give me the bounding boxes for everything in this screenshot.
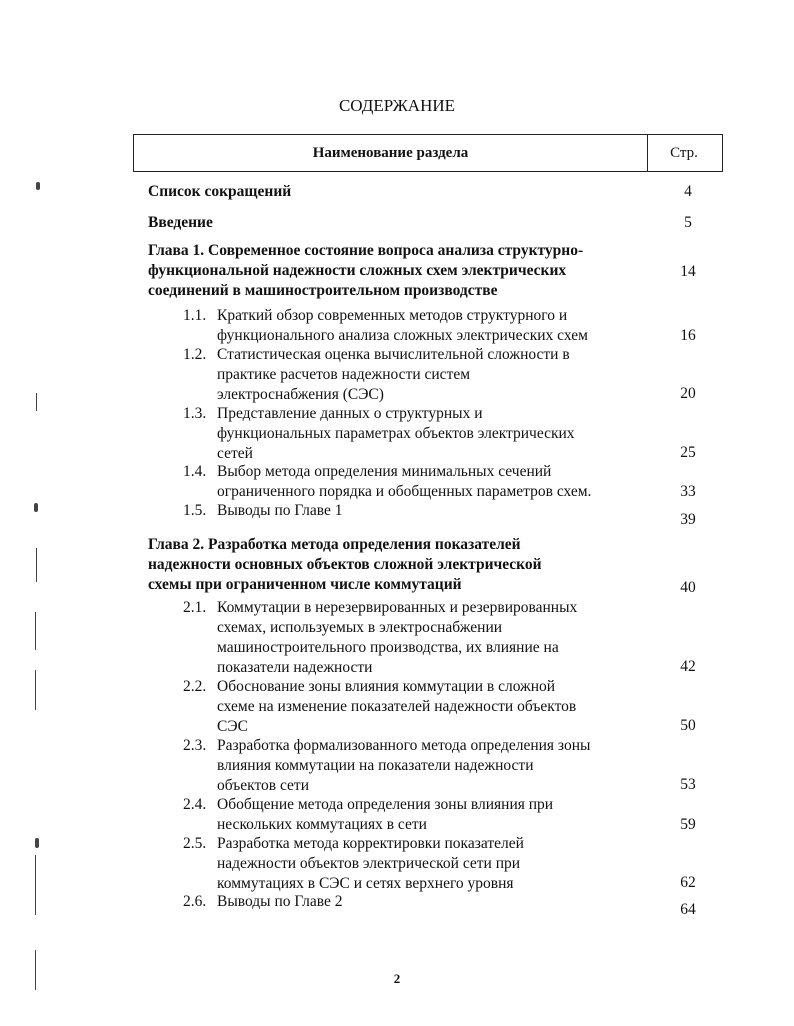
toc-page: 25 bbox=[680, 444, 696, 461]
scan-mark bbox=[35, 950, 36, 990]
toc-entry-2-4: 2.4. Обобщение метода определения зоны влияния при нескольких коммутациях в сети bbox=[183, 796, 554, 833]
section-number: 1.3. bbox=[183, 405, 207, 422]
toc-page: 4 bbox=[684, 183, 692, 200]
toc-page: 59 bbox=[680, 816, 696, 833]
toc-page: 53 bbox=[680, 776, 696, 793]
toc-entry-2-2: 2.2. Обоснование зоны влияния коммутации в сложной схеме на изменение показателей надежности объектов СЭС bbox=[183, 678, 577, 735]
toc-page: 50 bbox=[680, 717, 696, 734]
toc-page: 33 bbox=[680, 483, 696, 500]
toc-page: 16 bbox=[680, 327, 696, 344]
toc-page: 20 bbox=[680, 385, 696, 402]
toc-header bbox=[133, 134, 723, 172]
toc-entry-2-3: 2.3. Разработка формализованного метода определения зоны влияния коммутации на показатели надежности объектов сети bbox=[183, 737, 591, 794]
toc-entry-2-6: 2.6. Выводы по Главе 2 bbox=[183, 893, 343, 910]
toc-page: 62 bbox=[680, 874, 696, 891]
toc-page: 40 bbox=[680, 579, 696, 596]
section-column-header: Наименование раздела bbox=[134, 135, 648, 171]
toc-entry-2-1: 2.1. Коммутации в нерезервированных и резервированных схемах, используемых в электроснабжении машиностроительного производства, их влияние на показатели надежности bbox=[183, 599, 578, 676]
scan-mark bbox=[35, 612, 36, 650]
toc-page: 64 bbox=[680, 901, 696, 918]
section-number: 2.1. bbox=[183, 599, 207, 616]
section-number: 2.3. bbox=[183, 737, 207, 754]
toc-page: 42 bbox=[680, 658, 696, 675]
section-number: 1.5. bbox=[183, 502, 207, 519]
toc-entry-1-3: 1.3. Представление данных о структурных и функциональных параметрах объектов электрических сетей bbox=[183, 405, 575, 462]
scan-mark bbox=[36, 182, 40, 190]
section-number: 1.2. bbox=[183, 346, 207, 363]
toc-page: 5 bbox=[684, 214, 692, 231]
section-number: 2.2. bbox=[183, 678, 207, 695]
scan-mark bbox=[36, 548, 37, 582]
toc-entry-introduction: Введение bbox=[148, 214, 213, 231]
toc-entry-1-2: 1.2. Статистическая оценка вычислительной сложности в практике расчетов надежности систем электроснабжения (СЭС) bbox=[183, 346, 570, 403]
toc-page: 14 bbox=[680, 263, 696, 280]
section-number: 2.6. bbox=[183, 893, 207, 910]
section-number: 1.1. bbox=[183, 307, 207, 324]
toc-entry-1-1: 1.1. Краткий обзор современных методов структурного и функционального анализа сложных электрических схем bbox=[183, 307, 588, 344]
toc-entry-1-4: 1.4. Выбор метода определения минимальных сечений ограниченного порядка и обобщенных параметров схем. bbox=[183, 463, 592, 500]
toc-entry-1-5: 1.5. Выводы по Главе 1 bbox=[183, 502, 343, 519]
page-number: 2 bbox=[393, 971, 401, 986]
toc-entry-2-5: 2.5. Разработка метода корректировки показателей надежности объектов электрической сети при коммутациях в СЭС и сетях верхнего уровня bbox=[183, 835, 524, 892]
page-column-header: Стр. bbox=[670, 145, 698, 161]
toc-entry-abbreviations: Список сокращений bbox=[148, 183, 292, 200]
section-number: 1.4. bbox=[183, 463, 207, 480]
section-number: 2.5. bbox=[183, 835, 207, 852]
toc-entry-chapter-2: Глава 2. Разработка метода определения показателей надежности основных объектов сложной электрической схемы при ограниченном числе коммутаций bbox=[148, 536, 542, 593]
toc-entry-chapter-1: Глава 1. Современное состояние вопроса анализа структурно- функциональной надежности сложных схем электрических соединений в машиностроительном производстве bbox=[148, 242, 584, 299]
scan-mark bbox=[35, 855, 36, 915]
scan-mark bbox=[35, 670, 36, 710]
toc-page: 39 bbox=[680, 511, 696, 528]
section-number: 2.4. bbox=[183, 796, 207, 813]
page-title: СОДЕРЖАНИЕ bbox=[338, 96, 456, 115]
scan-mark bbox=[35, 838, 39, 848]
scan-mark bbox=[36, 393, 37, 411]
scan-mark bbox=[34, 503, 38, 512]
